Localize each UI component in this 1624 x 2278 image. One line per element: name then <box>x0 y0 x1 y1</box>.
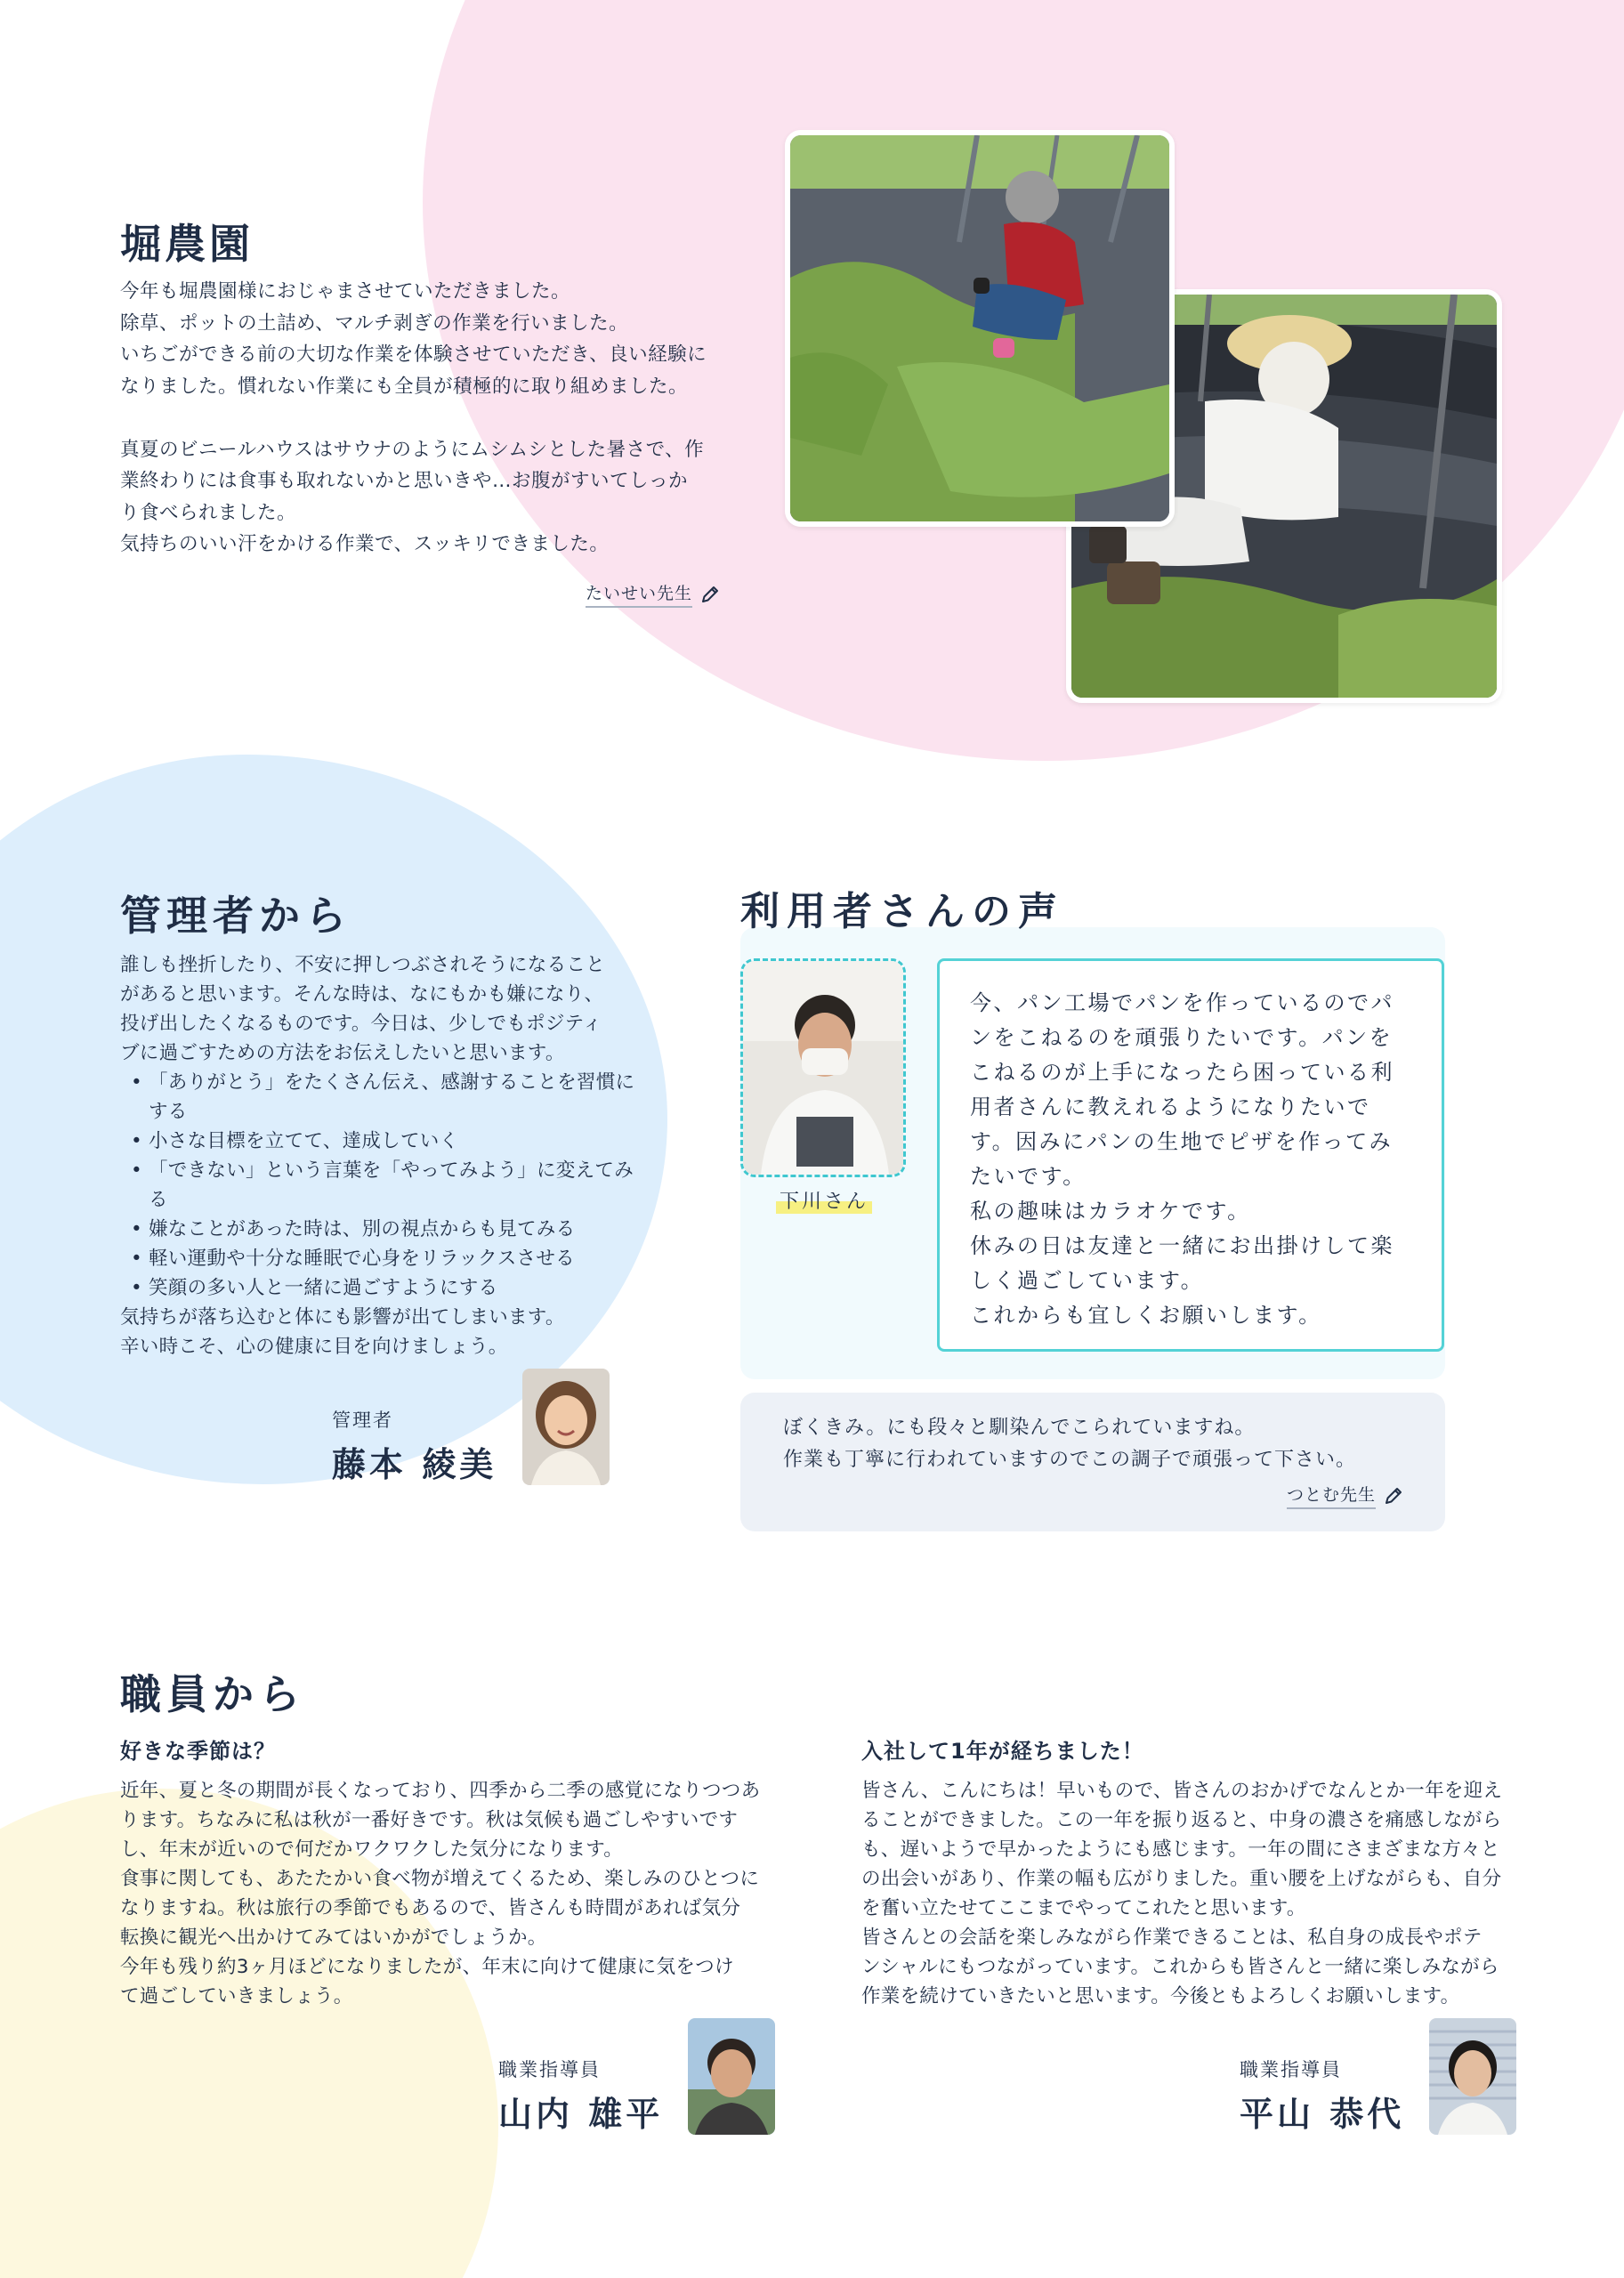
list-item: • 「できない」という言葉を「やってみよう」に変えてみる <box>129 1156 636 1215</box>
voice-section-title: 利用者さんの声 <box>740 889 1064 934</box>
user-caption: 下川さん <box>776 1186 872 1214</box>
staff-2-name: 平山 恭代 <box>1240 2095 1405 2134</box>
manager-role: 管理者 <box>332 1410 393 1431</box>
staff-2-body: 皆さん、こんにちは！早いもので、皆さんのおかげでなんとか一年を迎え ることができました。この一年を振り返ると、中身の濃さを痛感しながら も、遅いようで早かったようにも感じます。一年の間にさまざまな方々と の出会いがあり、作業の幅も広がりました。重い腰を上げながらも、自分 を奮い立たせてここまでやってこれたと思います。 皆さんとの会話を楽しみながら作業できることは、私自身の成長やポテ ンシャルにもつながっています。これからも皆さんと一緒に楽しみながら 作業を続けていきたいと思います。今後ともよろしくお願いします。 <box>861 1780 1503 2007</box>
farm-title: 堀農園 <box>120 220 254 268</box>
list-item: • 笑顔の多い人と一緒に過ごすようにする <box>129 1273 636 1303</box>
list-item: • 嫌なことがあった時は、別の視点からも見てみる <box>129 1215 636 1244</box>
teacher-comment-text: ぼくきみ。にも段々と馴染んでこられていますね。 作業も丁寧に行われていますのでこの調子で頑張って下さい。 <box>783 1417 1357 1471</box>
manager-outro: 気持ちが落ち込むと体にも影響が出てしまいます。 辛い時こそ、心の健康に目を向けましょう。 <box>120 1306 565 1358</box>
manager-section-title: 管理者から <box>120 892 351 940</box>
staff-1-name: 山内 雄平 <box>498 2095 664 2134</box>
farm-signature <box>586 580 721 608</box>
staff-2-avatar <box>1429 2018 1516 2135</box>
staff-1-body: 近年、夏と冬の期間が長くなっており、四季から二季の感覚になりつつあ ります。ちなみに私は秋が一番好きです。秋は気候も過ごしやすいです し、年末が近いので何だかワクワクした気分になります。 食事に関しても、あたたかい食べ物が増えてくるため、楽しみのひとつに なりますね。秋は旅行の季節でもあるので、皆さんも時間があれば気分 転換に観光へ出かけてみてはいかがでしょうか。 今年も残り約3ヶ月ほどになりましたが、年末に向けて健康に気をつけ て過ごしていきましょう。 <box>120 1780 761 2007</box>
staff-2-heading: 入社して1年が経ちました！ <box>861 1739 1144 1764</box>
list-item: • 「ありがとう」をたくさん伝え、感謝することを習慣にする <box>129 1068 636 1127</box>
user-photo <box>740 958 906 1177</box>
manager-avatar <box>522 1369 610 1485</box>
comment-signature <box>1287 1482 1404 1509</box>
teacher-comment-box <box>740 1393 1445 1531</box>
farm-signature-text: たいせい先生 <box>586 580 692 608</box>
pencil-icon <box>699 584 721 605</box>
tips-list <box>120 1068 636 1303</box>
manager-intro: 誰しも挫折したり、不安に押しつぶされそうになること があると思います。そんな時は、なにもかも嫌になり、 投げ出したくなるものです。今日は、少しでもポジティ ブに過ごすための方法をお伝えしたいと思います。 <box>120 954 606 1064</box>
manager-name: 藤本 綾美 <box>332 1445 497 1484</box>
comment-signature-text: つとむ先生 <box>1287 1482 1376 1509</box>
staff-1-avatar <box>688 2018 775 2135</box>
pencil-icon <box>1383 1485 1404 1507</box>
staff-1-role: 職業指導員 <box>498 2059 601 2080</box>
manager-message <box>120 950 636 1361</box>
staff-2-role: 職業指導員 <box>1240 2059 1342 2080</box>
staff-section-title: 職員から <box>120 1670 305 1718</box>
weeding-photo <box>785 130 1175 527</box>
list-item: • 小さな目標を立てて、達成していく <box>129 1127 636 1156</box>
list-item: • 軽い運動や十分な睡眠で心身をリラックスさせる <box>129 1244 636 1273</box>
user-message-box: 今、パン工場でパンを作っているのでパ ンをこねるのを頑張りたいです。パンを こねるのが上手になったら困っている利 用者さんに教えれるようになりたいで す。因みにパンの生地でピザを作ってみ たいです。 私の趣味はカラオケです。 休みの日は友達と一緒にお出掛けして楽 しく過ごしています。 これからも宜しくお願いします。 <box>937 958 1444 1352</box>
staff-1-heading: 好きな季節は？ <box>120 1739 276 1764</box>
farm-body-text: 今年も堀農園様におじゃまさせていただきました。 除草、ポットの土詰め、マルチ剥ぎの作業を行いました。 いちごができる前の大切な作業を体験させていただき、良い経験に なりました。慣れない作業にも全員が積極的に取り組めました。 真夏のビニールハウスはサウナのようにムシムシとした暑さで、作 業終わりには食事も取れないかと思いきや…お腹がすいてしっか り食べられました。 気持ちのいい汗をかける作業で、スッキリできました。 <box>120 280 707 555</box>
